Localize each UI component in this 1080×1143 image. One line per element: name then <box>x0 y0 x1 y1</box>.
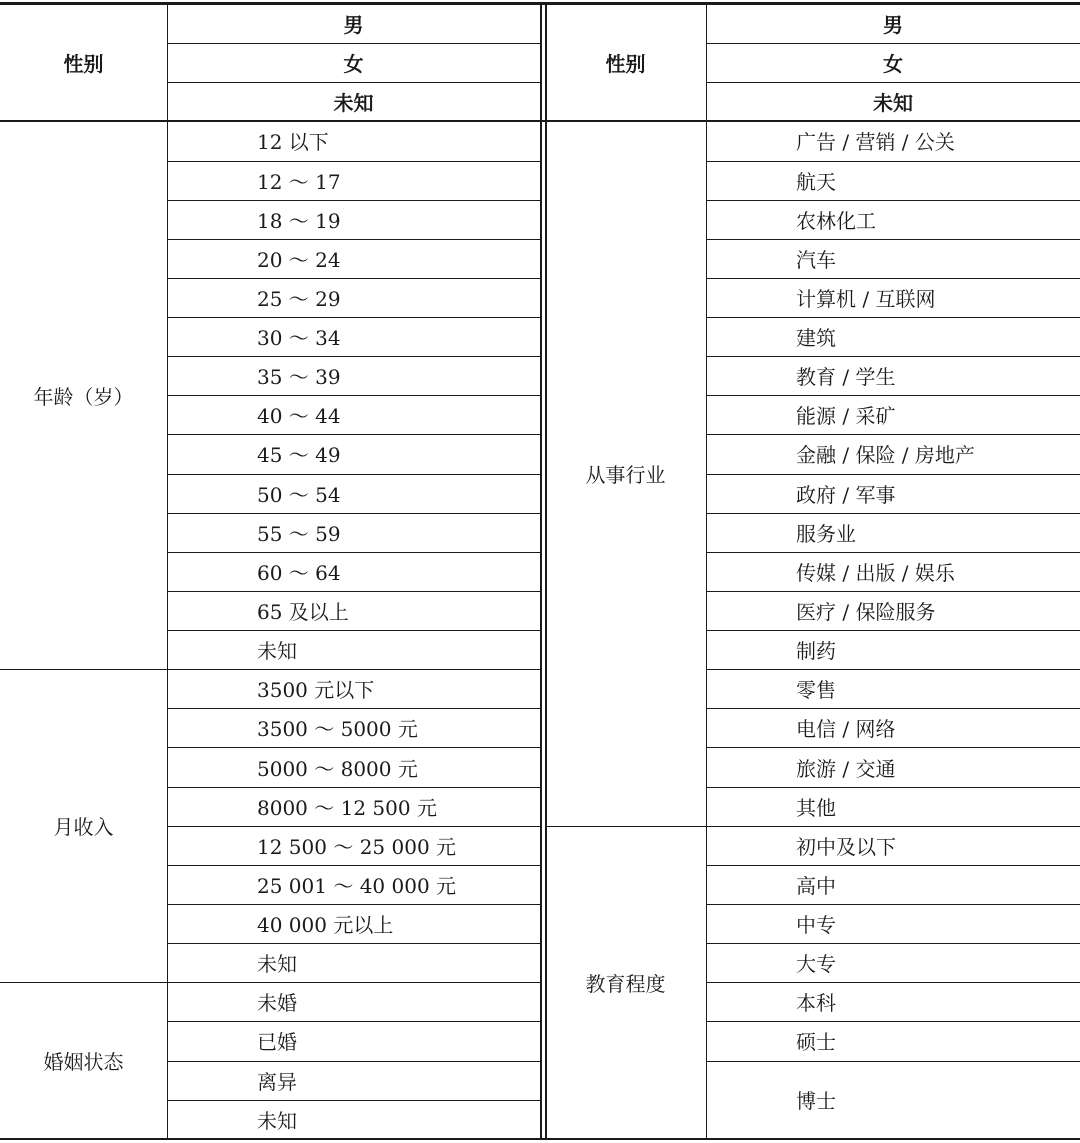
header-right-label: 性别 <box>605 52 646 77</box>
left_groups-item: 55 ～ 59 <box>257 521 341 546</box>
left_groups-group-label: 月收入 <box>53 815 114 840</box>
right_groups-item: 广告 / 营销 / 公关 <box>796 130 955 155</box>
left_groups-item: 离异 <box>257 1069 297 1094</box>
header-left-label: 性别 <box>63 52 104 77</box>
left_groups-item: 3500 ～ 5000 元 <box>257 717 418 742</box>
left_groups-item: 3500 元以下 <box>257 678 375 703</box>
left_groups-item: 25 001 ～ 40 000 元 <box>257 873 457 898</box>
right_groups-item: 电信 / 网络 <box>796 717 896 742</box>
col-rule-mid-a <box>540 2 542 1139</box>
left_groups-item: 未知 <box>257 1108 297 1133</box>
right_groups-item: 初中及以下 <box>796 834 896 859</box>
left_groups-item: 未知 <box>257 952 297 977</box>
right_groups-item: 其他 <box>796 795 836 820</box>
right_groups-item: 硕士 <box>796 1030 836 1055</box>
left_groups-item: 50 ～ 54 <box>257 482 341 507</box>
left_groups-item: 35 ～ 39 <box>257 365 341 390</box>
left_groups-group-label: 年龄（岁） <box>33 384 134 409</box>
left_groups-item: 65 及以上 <box>257 600 349 624</box>
left_groups-item: 12 以下 <box>257 130 329 155</box>
left_groups-item: 未婚 <box>257 991 297 1016</box>
right_groups-item: 医疗 / 保险服务 <box>796 600 936 624</box>
header-left-value: 女 <box>343 52 364 77</box>
right_groups-item: 旅游 / 交通 <box>796 756 896 781</box>
left_groups-item: 18 ～ 19 <box>257 208 341 233</box>
right_groups-item: 传媒 / 出版 / 娱乐 <box>796 560 955 585</box>
header-right-value: 女 <box>883 52 903 77</box>
left_groups-item: 25 ～ 29 <box>257 286 341 311</box>
left_groups-item: 5000 ～ 8000 元 <box>257 756 418 781</box>
right_groups-item: 博士 <box>796 1089 836 1114</box>
col-rule-1 <box>167 2 168 1139</box>
col-rule-3 <box>706 2 707 1139</box>
left_groups-item: 8000 ～ 12 500 元 <box>257 795 437 820</box>
right_groups-item: 高中 <box>796 873 836 898</box>
right_groups-item: 制药 <box>796 639 836 664</box>
right_groups-item: 汽车 <box>796 247 836 272</box>
right_groups-group-label: 教育程度 <box>585 971 666 996</box>
left_groups-group-label: 婚姻状态 <box>43 1050 124 1074</box>
right_groups-item: 金融 / 保险 / 房地产 <box>796 443 975 468</box>
left_groups-item: 已婚 <box>257 1030 297 1055</box>
right_groups-item: 航天 <box>796 169 836 194</box>
right_groups-item: 能源 / 采矿 <box>796 404 896 429</box>
right_groups-item: 建筑 <box>796 326 836 351</box>
header-right-value: 未知 <box>873 91 913 116</box>
header-left-value: 男 <box>343 13 364 38</box>
left_groups-item: 未知 <box>257 639 297 664</box>
right_groups-item: 本科 <box>796 991 836 1016</box>
left_groups-item: 45 ～ 49 <box>257 443 341 468</box>
right_groups-item: 农林化工 <box>796 208 876 233</box>
header-right-value: 男 <box>883 13 903 38</box>
right_groups-item: 大专 <box>796 952 836 977</box>
right_groups-item: 零售 <box>796 678 836 703</box>
left_groups-item: 30 ～ 34 <box>257 326 341 351</box>
right_groups-item: 政府 / 军事 <box>796 482 896 507</box>
left_groups-item: 60 ～ 64 <box>257 560 341 585</box>
left_groups-item: 20 ～ 24 <box>257 247 341 272</box>
right_groups-item: 中专 <box>796 913 836 938</box>
left_groups-item: 12 ～ 17 <box>257 169 341 194</box>
right_groups-item: 教育 / 学生 <box>796 365 896 390</box>
right_groups-item: 服务业 <box>796 521 856 546</box>
header-left-value: 未知 <box>333 91 374 116</box>
left_groups-item: 12 500 ～ 25 000 元 <box>257 834 457 859</box>
right_groups-item: 计算机 / 互联网 <box>796 286 936 311</box>
left_groups-item: 40 000 元以上 <box>257 913 394 938</box>
right_groups-group-label: 从事行业 <box>585 463 666 488</box>
left_groups-item: 40 ～ 44 <box>257 404 341 429</box>
